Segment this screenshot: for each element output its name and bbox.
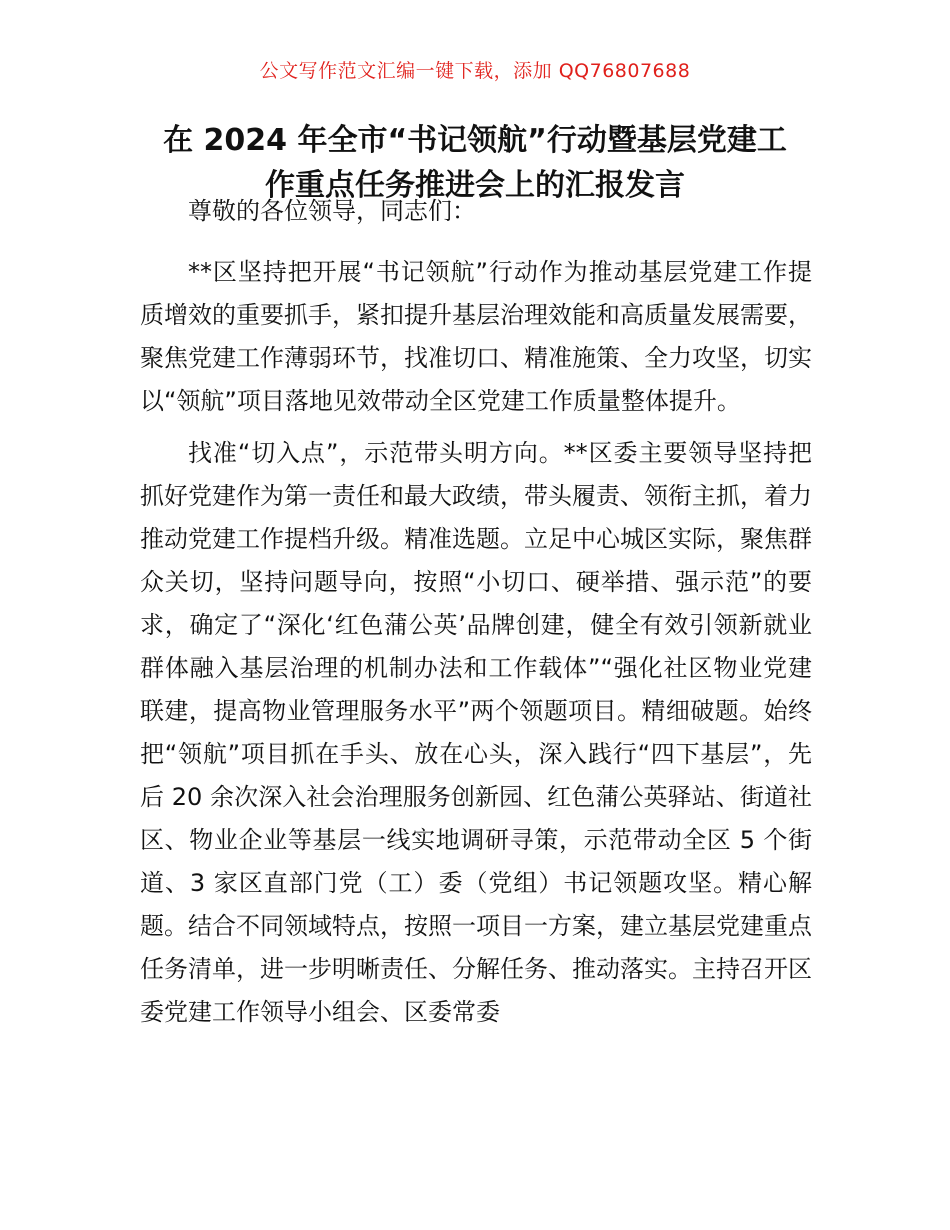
paragraph: 找准“切入点”，示范带头明方向。**区委主要领导坚持把抓好党建作为第一责任和最大政绩，带头履责、领衔主抓，着力推动党建工作提档升级。精准选题。立足中心城区实际，聚焦群众关切，坚持问题导向，按照“小切口、硬举措、强示范”的要求，确定了“深化‘红色蒲公英’品牌创建，健全有效引领新就业群体融入基层治理的机制办法和工作载体”“强化社区物业党建联建，提高物业管理服务水平”两个领题项目。精细破题。始终把“领航”项目抓在手头、放在心头，深入践行“四下基层”，先后 20 余次深入社会治理服务创新园、红色蒲公英驿站、街道社区、物业企业等基层一线实地调研寻策，示范带动全区 5 个街道、3 家区直部门党（工）委（党组）书记领题攻坚。精心解题。结合不同领域特点，按照一项目一方案，建立基层党建重点任务清单，进一步明晰责任、分解任务、推动落实。主持召开区委党建工作领导小组会、区委常委 bbox=[140, 439, 812, 1026]
download-banner: 公文写作范文汇编一键下载，添加 QQ76807688 bbox=[259, 60, 691, 82]
salutation: 尊敬的各位领导，同志们： bbox=[188, 197, 476, 225]
title-line-2: 作重点任务推进会上的汇报发言 bbox=[265, 168, 685, 203]
title-line-1: 在 2024 年全市“书记领航”行动暨基层党建工 bbox=[163, 123, 787, 158]
paragraph: **区坚持把开展“书记领航”行动作为推动基层党建工作提质增效的重要抓手，紧扣提升基层治理效能和高质量发展需要，聚焦党建工作薄弱环节，找准切口、精准施策、全力攻坚，切实以“领航”项目落地见效带动全区党建工作质量整体提升。 bbox=[140, 258, 812, 415]
document-body bbox=[140, 190, 812, 1043]
